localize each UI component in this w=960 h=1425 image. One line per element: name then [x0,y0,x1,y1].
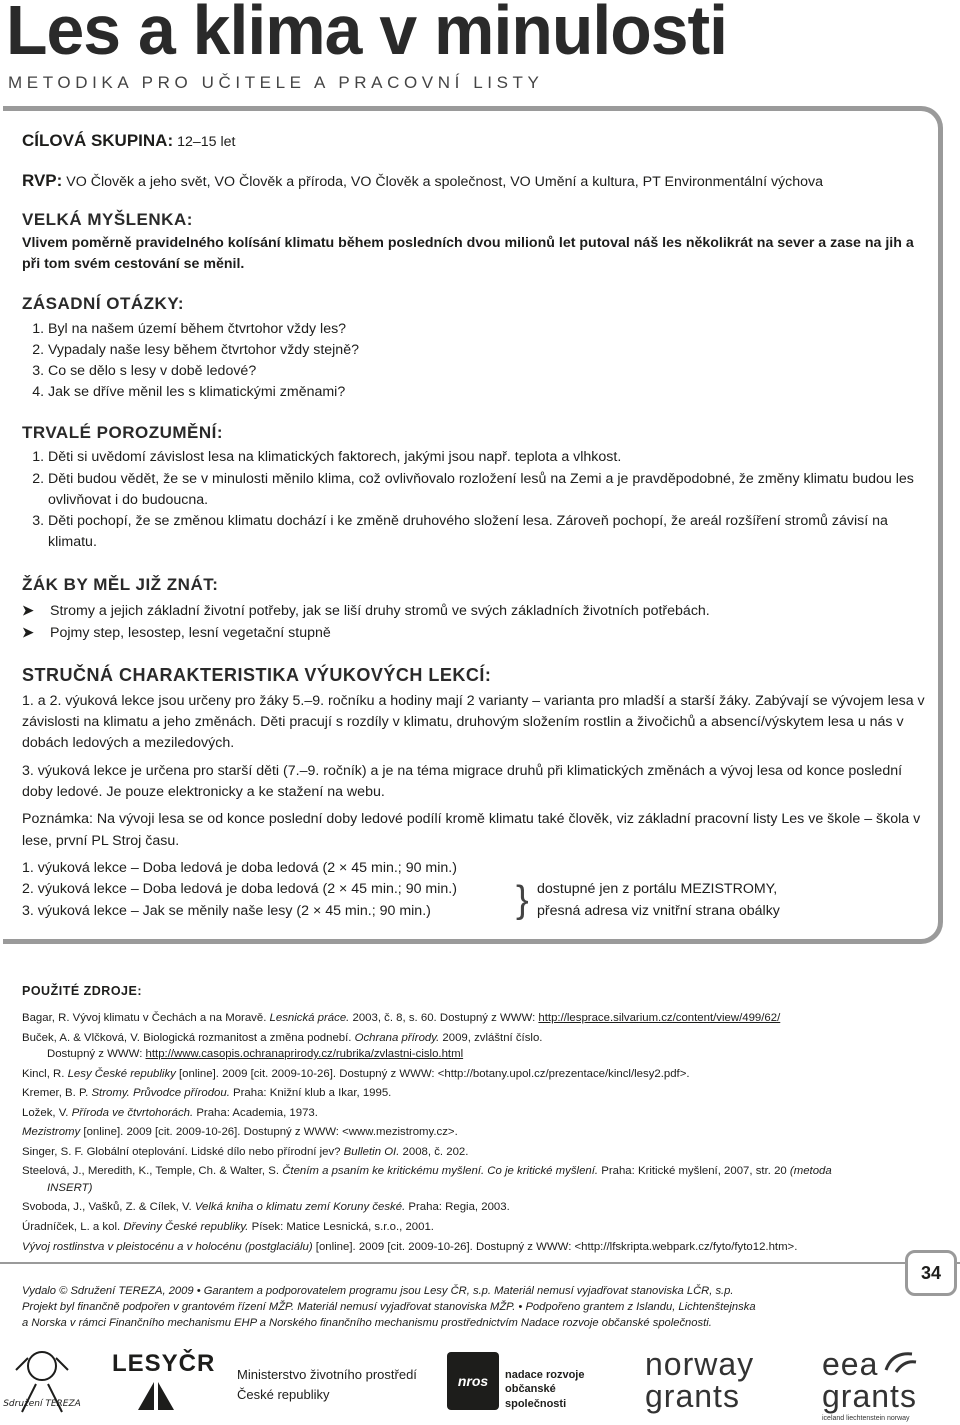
target-group-value: 12–15 let [173,134,236,150]
reference-item [22,1144,927,1161]
nros-text-line: občanské společnosti [505,1383,567,1410]
reference-item [22,1199,927,1216]
eea-grants-line: eea [822,1346,879,1382]
reference-part: Praha: Kritické myšlení, 2007, str. 20 [598,1165,790,1178]
list-item: ➤ Pojmy step, lesostep, lesní vegetační stupně [22,623,927,644]
eea-grants-tagline: iceland liechtenstein norway [822,1415,910,1422]
footer-line: Projekt byl finančně podpořen v grantovém řízení MŽP. Materiál nemusí vyjadřovat stanoviska MŽP. • Podpořeno grantem z Islandu, Lichtenštejnska [22,1301,756,1314]
reference-part: [online]. 2009 [cit. 2009-10-26]. Dostupný z WWW: <http://botany.upol.cz/prezentace/kincl/lesy2.pdf>. [175,1067,690,1080]
lessons-brace-group [22,879,927,922]
sources-section [22,982,927,1258]
reference-item [22,1085,927,1102]
prior-knowledge-list [22,601,927,644]
eea-grants-line: grants [822,1378,917,1414]
reference-part: Kincl, R. [22,1067,68,1080]
eea-swoosh-icon [882,1348,918,1374]
reference-continuation [22,1180,927,1197]
availability-note [537,879,780,922]
big-idea-heading: VELKÁ MYŠLENKA: [22,210,193,229]
list-item: 2. Děti budou vědět, že se v minulosti měnilo klima, což ovlivňovalo rozložení lesů na Zemi a je pravděpodobné, že změny klimatu budou les ovlivňovat i do budoucna. [48,469,927,512]
list-item: 3. výuková lekce – Jak se měnily naše lesy (2 × 45 min.; 90 min.) [22,902,431,919]
lessons-list [22,858,927,922]
norway-grants-logo [645,1348,754,1412]
main-content [22,128,927,922]
rvp [22,168,927,194]
reference-part: Praha: Academia, 1973. [193,1106,318,1119]
tereza-logo-text: Sdružení TEREZA [3,1399,81,1409]
reference-part: Ložek, V. [22,1106,72,1119]
reference-part: Mezistromy [22,1126,81,1139]
lessons-note: Poznámka: Na vývoji lesa se od konce poslední doby ledové podílí kromě klimatu také člověk, viz základní pracovní listy Les ve škole – škola v lese, první PL Stroj času. [22,811,921,849]
key-questions-list [22,319,927,404]
tereza-figure-icon [2,1340,82,1420]
lessons-paragraph-1: 1. a 2. výuková lekce jsou určeny pro žáky 5.–9. ročníku a hodiny mají 2 varianty – varianta pro mladší a starší žáky. Zabývají se vývojem lesa v závislosti na klimatu a jeho změnách. Děti pracují s rozdíly v klimatu, druhovým složením rostlin a živočichů a absencí/výskytem lesa u nás v dobách ledových a meziledových. [22,692,925,752]
references-list [22,1010,927,1255]
list-item: 2. výuková lekce – Doba ledová je doba ledová (2 × 45 min.; 90 min.) [22,881,457,898]
list-item: 4. Jak se dříve měnil les s klimatickými změnami? [48,382,927,403]
prior-knowledge-heading: ŽÁK BY MĚL JIŽ ZNÁT: [22,574,219,594]
arrow-icon: ➤ [22,624,34,641]
reference-item [22,1030,927,1063]
reference-item [22,1219,927,1236]
list-item: 1. Byl na našem území během čtvrtohor vždy les? [48,319,927,340]
nros-logo [447,1352,617,1422]
key-questions-section [22,291,927,404]
ministry-logo-line: České republiky [237,1386,330,1402]
footer-line: a Norska v rámci Finančního mechanismu EHP a Norského finančního mechanismu prostřednictvím Nadace rozvoje občanské společnosti. [22,1317,712,1330]
reference-part: (metoda [789,1165,832,1178]
reference-part: [online]. 2009 [cit. 2009-10-26]. Dostupný z WWW: <www.mezistromy.cz>. [80,1126,458,1139]
reference-part: Dřeviny České republiky. [123,1220,249,1233]
tereza-logo [2,1340,82,1420]
norway-grants-line: norway [645,1346,755,1382]
sponsor-logos [0,1340,960,1423]
sources-heading: POUŽITÉ ZDROJE: [22,984,143,998]
rvp-value: VO Člověk a jeho svět, VO Člověk a příroda, VO Člověk a společnost, VO Umění a kultura, PT Environmentální výchova [62,173,823,190]
reference-part: Čtením a psaním ke kritickému myšlení. Co je kritické myšlení. [282,1165,599,1178]
list-item: 1. výuková lekce – Doba ledová je doba ledová (2 × 45 min.; 90 min.) [22,859,457,876]
reference-part: Velká kniha o klimatu zemí Koruny české. [194,1201,406,1214]
prior-knowledge-section [22,572,927,644]
reference-part: Lesnická práce. [269,1012,350,1025]
lesycr-logo [112,1350,216,1420]
availability-note-line: dostupné jen z portálu MEZISTROMY, [537,881,778,898]
lessons-section [22,662,927,922]
list-item: ➤ Stromy a jejich základní životní potřeby, jak se liší druhy stromů ve svých základních životních potřebách. [22,601,927,622]
page-subtitle: METODIKA PRO UČITELE A PRACOVNÍ LISTY [8,73,544,92]
reference-part: Písek: Matice Lesnická, s.r.o., 2001. [248,1220,434,1233]
reference-part: Bulletin OI. [343,1145,400,1158]
reference-item [22,1105,927,1122]
brace-icon: } [516,879,529,922]
big-idea-section [22,207,927,275]
lesycr-emblem-icon [136,1378,176,1412]
reference-part: Dostupný z WWW: [47,1048,146,1061]
reference-part: INSERT) [47,1181,93,1194]
key-questions-heading: ZÁSADNÍ OTÁZKY: [22,294,185,314]
reference-item [22,1239,927,1256]
target-group-label: CÍLOVÁ SKUPINA: [22,131,174,150]
reference-link[interactable]: http://lesprace.silvarium.cz/content/view/499/62/ [538,1012,781,1025]
big-idea-text: Vlivem poměrně pravidelného kolísání klimatu během posledních dvou milionů let putoval náš les několikrát na sever a zase na jih a při tom svém cestování se měnil. [22,234,914,272]
reference-part: Buček, A. & Vlčková, V. Biologická rozmanitost a změna podnebí. [22,1031,355,1044]
footer-divider [0,1262,960,1264]
reference-part: Singer, S. F. Globální oteplování. Lidské dílo nebo přírodní jev? [22,1145,344,1158]
reference-continuation [22,1046,927,1063]
page-title: Les a klima v minulosti [6,0,728,69]
reference-part: Ochrana přírody. [354,1031,440,1044]
reference-part: Úradníček, L. a kol. [22,1220,124,1233]
norway-grants-line: grants [645,1378,740,1414]
reference-part: Svoboda, J., Vašků, Z. & Cílek, V. [22,1201,195,1214]
eea-grants-logo [822,1348,917,1422]
list-item: 2. Vypadaly naše lesy během čtvrtohor vždy stejně? [48,340,927,361]
understanding-section [22,420,927,554]
reference-part: Příroda ve čtvrtohorách. [71,1106,194,1119]
rvp-label: RVP: [22,170,63,190]
reference-link[interactable]: http://www.casopis.ochranaprirody.cz/rubrika/zvlastni-cislo.html [145,1048,464,1061]
reference-part: Kremer, B. P. [22,1087,92,1100]
reference-part: Praha: Knižní klub a Ikar, 1995. [229,1087,392,1100]
reference-item [22,1124,927,1141]
understanding-list [22,447,927,553]
reference-part: Steelová, J., Meredith, K., Temple, Ch. & Walter, S. [22,1165,283,1178]
lessons-paragraph-2: 3. výuková lekce je určena pro starší děti (7.–9. ročník) a je na téma migrace druhů při klimatických změnách a vývoj lesa od konce poslední doby ledové. Je pouze elektronicky a ke stažení na webu. [22,762,903,801]
reference-part: Bagar, R. Vývoj klimatu v Čechách a na Moravě. [22,1012,270,1025]
list-item: 3. Co se dělo s lesy v době ledové? [48,361,927,382]
target-group [22,128,927,154]
nros-mark: nros [447,1352,499,1410]
reference-part: Stromy. Průvodce přírodou. [91,1087,230,1100]
availability-note-line: přesná adresa viz vnitřní strana obálky [537,902,780,919]
ministry-logo [237,1365,417,1404]
reference-item [22,1163,927,1196]
ministry-logo-line: Ministerstvo životního prostředí [237,1367,417,1382]
page-number: 34 [905,1250,957,1296]
nros-text-line: nadace rozvoje [505,1369,585,1381]
reference-part: 2008, č. 202. [399,1145,469,1158]
lesycr-logo-text: LESYČR [112,1350,216,1377]
reference-part: Vývoj rostlinstva v pleistocénu a v holocénu (postglaciálu) [22,1240,313,1253]
lessons-heading: STRUČNÁ CHARAKTERISTIKA VÝUKOVÝCH LEKCÍ: [22,664,492,685]
reference-part: Lesy České republiky [67,1067,176,1080]
footer-line: Vydalo © Sdružení TEREZA, 2009 • Garantem a podporovatelem programu jsou Lesy ČR, s.p. Materiál nemusí vyjadřovat stanoviska LČR, s.p. [22,1285,734,1297]
reference-part: [online]. 2009 [cit. 2009-10-26]. Dostupný z WWW: <http://lfskripta.webpark.cz/fyto/fyto12.htm>. [312,1240,798,1253]
footer [22,1283,902,1332]
reference-item [22,1066,927,1083]
reference-part: Praha: Regia, 2003. [405,1201,510,1214]
list-item: 3. Děti pochopí, že se změnou klimatu dochází i ke změně druhového složení lesa. Zároveň pochopí, že areál rozšíření stromů závisí na klimatu. [48,511,927,554]
reference-item [22,1010,927,1027]
reference-part: 2009, zvláštní číslo. [439,1031,543,1044]
nros-text [505,1368,617,1411]
arrow-icon: ➤ [22,603,34,620]
understanding-heading: TRVALÉ POROZUMĚNÍ: [22,422,224,442]
list-item: 1. Děti si uvědomí závislost lesa na klimatických faktorech, jakými jsou např. teplota a vlhkost. [48,447,927,468]
reference-part: 2003, č. 8, s. 60. Dostupný z WWW: [349,1012,539,1025]
